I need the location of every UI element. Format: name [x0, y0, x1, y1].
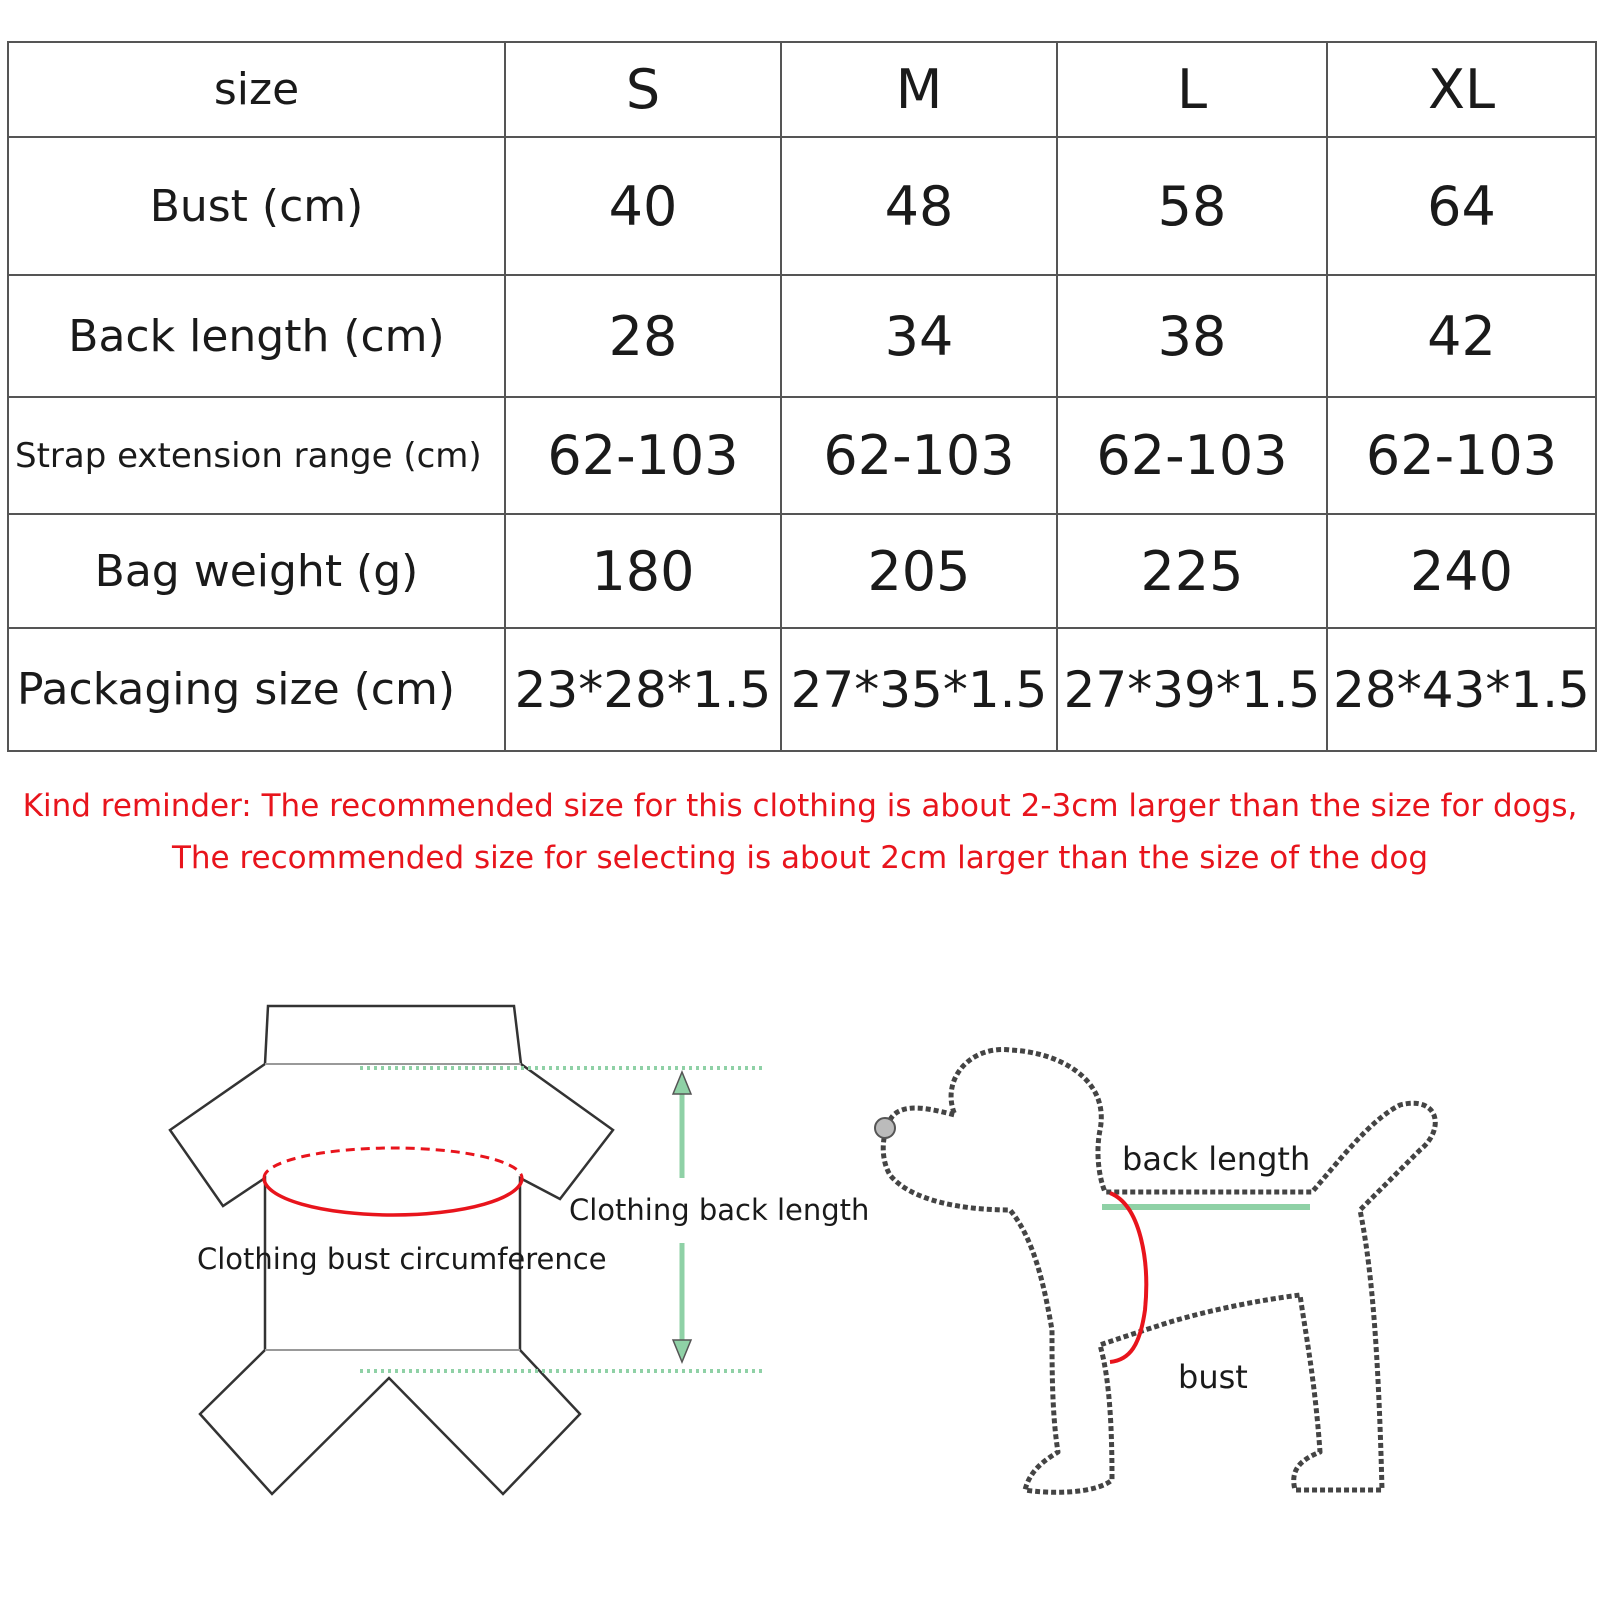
- row-label-bag-weight: Bag weight (g): [8, 514, 505, 628]
- strap-s: 62-103: [505, 397, 781, 514]
- arrow-down-head: [673, 1340, 691, 1362]
- header-size-l: L: [1057, 42, 1327, 137]
- strap-xl: 62-103: [1327, 397, 1596, 514]
- reminder-line-2: The recommended size for selecting is about 2cm larger than the size of the dog: [171, 840, 1429, 876]
- back-length-xl: 42: [1327, 275, 1596, 397]
- arrow-up-head: [673, 1072, 691, 1094]
- packaging-m: 27*35*1.5: [781, 628, 1057, 751]
- bag-weight-xl: 240: [1327, 514, 1596, 628]
- bust-m: 48: [781, 137, 1057, 275]
- row-label-strap: Strap extension range (cm): [8, 397, 505, 514]
- row-label-packaging: Packaging size (cm): [8, 628, 505, 751]
- row-label-back-length: Back length (cm): [8, 275, 505, 397]
- dog-nose: [875, 1118, 895, 1138]
- header-size-s: S: [505, 42, 781, 137]
- header-size-xl: XL: [1327, 42, 1596, 137]
- dog-outline: [883, 1050, 1435, 1493]
- bag-weight-m: 205: [781, 514, 1057, 628]
- packaging-l: 27*39*1.5: [1057, 628, 1327, 751]
- back-length-l: 38: [1057, 275, 1327, 397]
- strap-m: 62-103: [781, 397, 1057, 514]
- bag-weight-l: 225: [1057, 514, 1327, 628]
- reminder-line-1: Kind reminder: The recommended size for this clothing is about 2-3cm larger than the size for dogs,: [22, 788, 1578, 824]
- dog-bust-label: bust: [1178, 1358, 1248, 1396]
- back-length-s: 28: [505, 275, 781, 397]
- back-length-m: 34: [781, 275, 1057, 397]
- bust-l: 58: [1057, 137, 1327, 275]
- header-size-m: M: [781, 42, 1057, 137]
- clothing-bust-circumference-label: Clothing bust circumference: [197, 1242, 607, 1276]
- row-label-bust: Bust (cm): [8, 137, 505, 275]
- bust-s: 40: [505, 137, 781, 275]
- strap-l: 62-103: [1057, 397, 1327, 514]
- bust-xl: 64: [1327, 137, 1596, 275]
- header-size: size: [8, 42, 505, 137]
- packaging-s: 23*28*1.5: [505, 628, 781, 751]
- bag-weight-s: 180: [505, 514, 781, 628]
- dog-diagram: [875, 1050, 1435, 1493]
- clothing-back-length-label: Clothing back length: [569, 1193, 870, 1227]
- dog-back-length-label: back length: [1122, 1140, 1311, 1178]
- packaging-xl: 28*43*1.5: [1327, 628, 1596, 751]
